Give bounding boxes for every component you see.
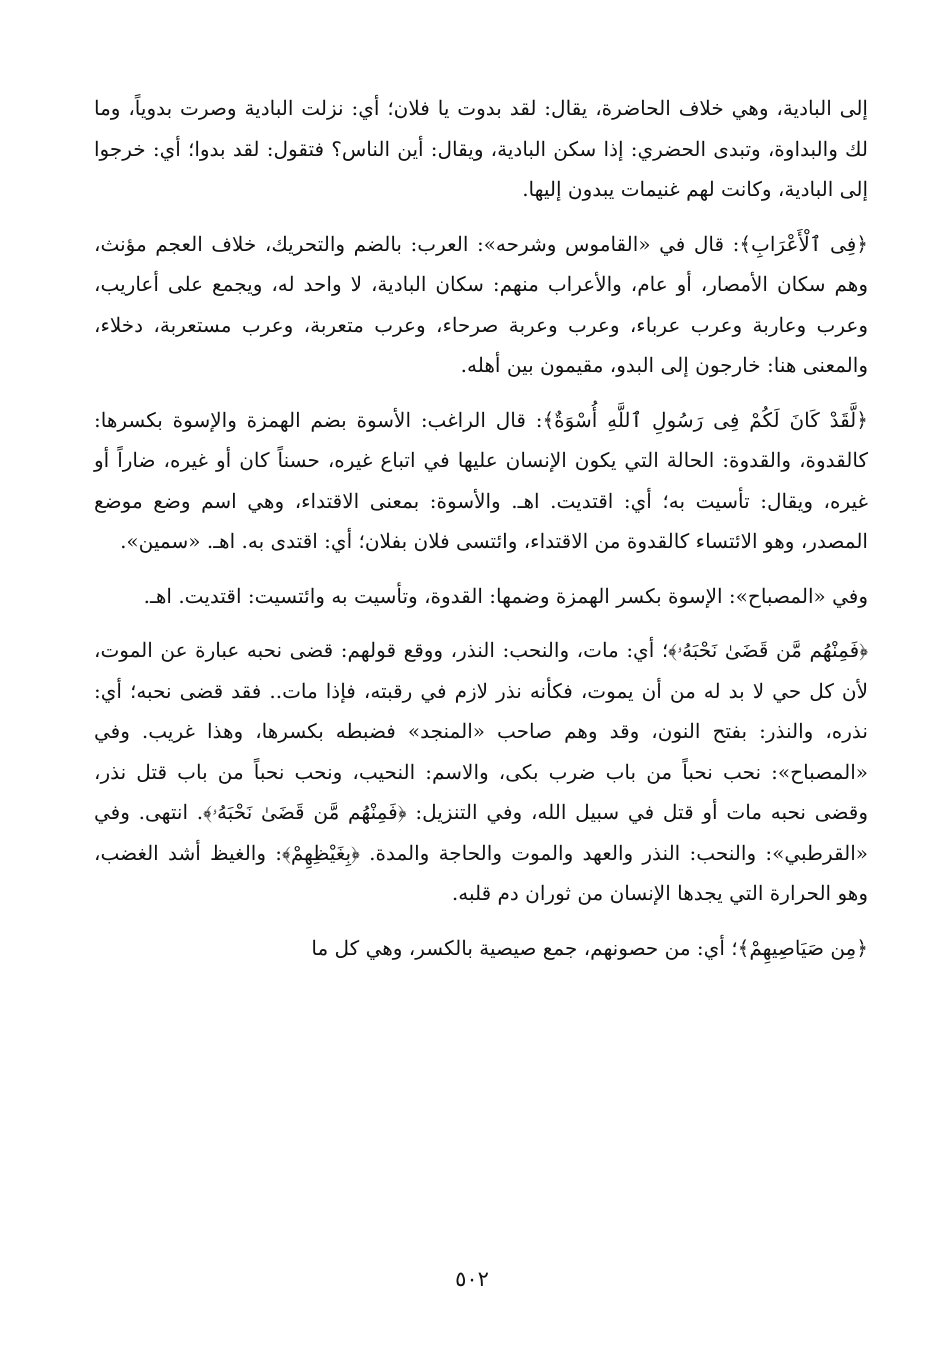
paragraph-sayasi: ﴿مِن صَيَاصِيهِمْ﴾؛ أي: من حصونهم، جمع صيصية بالكسر، وهي كل ما <box>311 935 868 960</box>
page-body <box>94 88 868 968</box>
paragraph-nahb: ﴿فَمِنْهُم مَّن قَضَىٰ نَحْبَهُۥ﴾؛ أي: مات، والنحب: النذر، ووقع قولهم: قضى نحبه عبارة عن الموت، لأن كل حي لا بد له من أن يموت، فكأنه نذر لازم في رقبته، فإذا مات.. فقد قضى نحبه؛ أي: نذره، والنذر: بفتح النون، وقد وهم صاحب «المنجد» فضبطه بكسرها، وهذا غريب. وفي «المصباح»: نحب نحباً من باب ضرب بكى، والاسم: النحيب، ونحب نحباً من باب قتل نذر، وقضى نحبه مات أو قتل في سبيل الله، وفي التنزيل: ﴿فَمِنْهُم مَّن قَضَىٰ نَحْبَهُۥ﴾. انتهى. وفي «القرطبي»: والنحب: النذر والعهد والموت والحاجة والمدة. ﴿بِغَيْظِهِمْ﴾: والغيظ أشد الغضب، وهو الحرارة التي يجدها الإنسان من ثوران دم قلبه. <box>94 638 868 905</box>
paragraph-uswa: ﴿لَّقَدْ كَانَ لَكُمْ فِى رَسُولِ ٱللَّهِ أُسْوَةٌ﴾: قال الراغب: الأسوة بضم الهمزة والإسوة بكسرها: كالقدوة، والقدوة: الحالة التي يكون الإنسان عليها في اتباع غيره، حسناً كان أو غيره، ضاراً أو غيره، ويقال: تأسيت به؛ أي: اقتديت. اهـ. والأسوة: بمعنى الاقتداء، وهي اسم وضع موضع المصدر، وهو الائتساء كالقدوة من الاقتداء، وائتسى فلان بفلان؛ أي: اقتدى به. اهـ. «سمين». <box>94 407 868 553</box>
paragraph-misbah: وفي «المصباح»: الإسوة بكسر الهمزة وضمها: القدوة، وتأسيت به وائتسيت: اقتديت. اهـ. <box>143 583 868 608</box>
paragraph-badiya: إلى البادية، وهي خلاف الحاضرة، يقال: لقد بدوت يا فلان؛ أي: نزلت البادية وصرت بدوياً، وما لك والبداوة، وتبدى الحضري: إذا سكن البادية، ويقال: أين الناس؟ فتقول: لقد بدوا؛ أي: خرجوا إلى البادية، وكانت لهم غنيمات يبدون إليها. <box>94 96 868 201</box>
paragraph-al-arab: ﴿فِى ٱلْأَعْرَابِ﴾: قال في «القاموس وشرحه»: العرب: بالضم والتحريك، خلاف العجم مؤنث، وهم سكان الأمصار، أو عام، والأعراب منهم: سكان البادية، لا واحد له، ويجمع على أعاريب، وعرب وعاربة وعرب عرباء، وعرب وعربة صرحاء، وعرب متعربة، وعرب مستعربة، دخلاء، والمعنى هنا: خارجون إلى البدو، مقيمون بين أهله. <box>94 231 868 377</box>
page-number: ٥٠٢ <box>455 1267 489 1291</box>
